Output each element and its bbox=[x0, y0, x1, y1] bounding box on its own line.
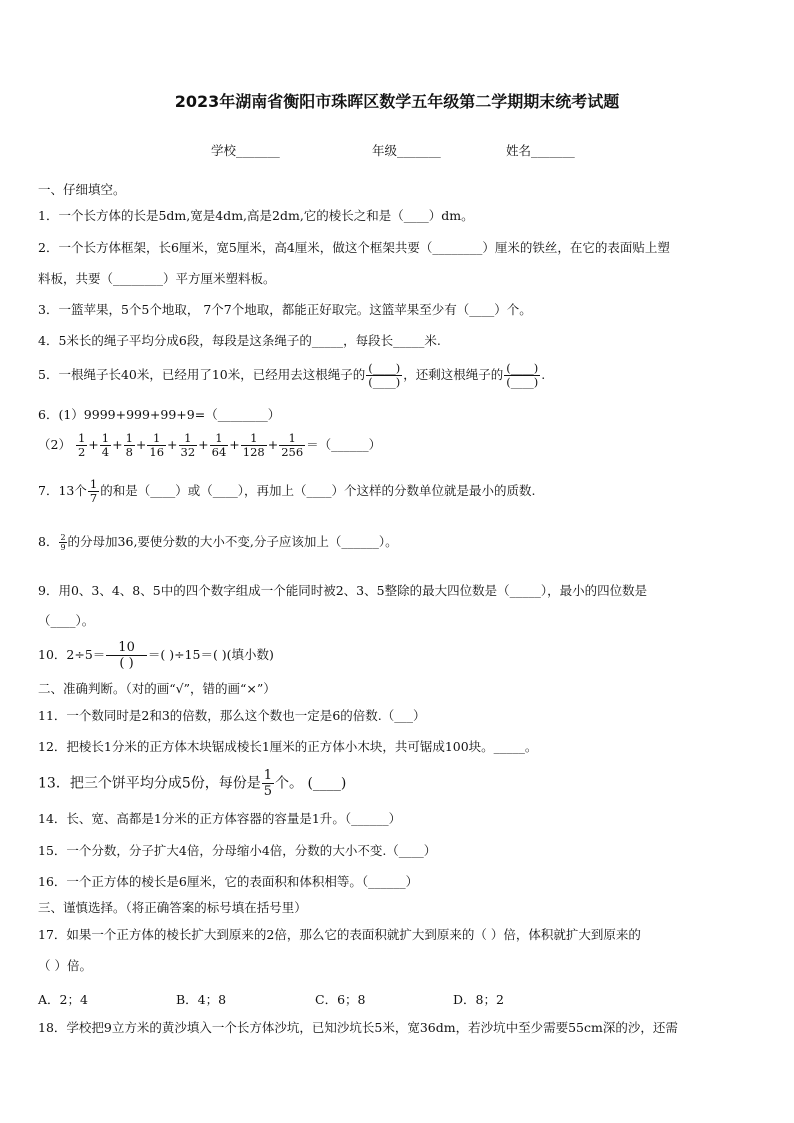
fraction-numerator: 1 bbox=[147, 432, 166, 446]
sum-term-7 bbox=[241, 432, 267, 459]
option-c: C．6；8 bbox=[315, 992, 366, 1007]
fraction-denominator: 256 bbox=[281, 445, 304, 459]
fraction-numerator: (____) bbox=[368, 361, 401, 375]
fraction-denominator: 7 bbox=[89, 491, 98, 505]
fraction-denominator: (____) bbox=[368, 375, 401, 389]
fraction-numerator: 1 bbox=[89, 477, 98, 491]
fraction-denominator: ( ) bbox=[119, 656, 134, 671]
fraction-numerator: 1 bbox=[101, 431, 110, 445]
question-6-part-2-end: ＝（______） bbox=[306, 437, 382, 452]
question-8 bbox=[38, 533, 398, 552]
question-13 bbox=[38, 768, 346, 799]
option-b: B．4；8 bbox=[176, 992, 227, 1007]
school-field bbox=[211, 141, 280, 159]
fraction-denominator: 2 bbox=[77, 445, 86, 459]
question-3: 3．一篮苹果，5个5个地取， 7个7个地取，都能正好取完。这篮苹果至少有（____）个。 bbox=[38, 302, 532, 317]
question-10-fraction bbox=[106, 640, 147, 671]
school-blank: _______ bbox=[236, 143, 280, 158]
question-17-line-2: （ ）倍。 bbox=[38, 958, 92, 973]
sum-term-8 bbox=[279, 432, 305, 459]
question-5-fraction-2 bbox=[504, 362, 540, 389]
fraction-numerator: 1 bbox=[210, 432, 229, 446]
question-5-fraction-1 bbox=[366, 362, 402, 389]
grade-label: 年级 bbox=[372, 143, 398, 158]
question-10-text-a: 10．2÷5＝ bbox=[38, 647, 106, 662]
fraction-denominator: 64 bbox=[211, 445, 227, 459]
fraction-numerator: (____) bbox=[506, 361, 539, 375]
fraction-denominator: 32 bbox=[180, 445, 196, 459]
question-9-line-2: （____）。 bbox=[38, 613, 95, 628]
section-2-heading: 二、准确判断。（对的画“√”，错的画“×”） bbox=[38, 681, 276, 696]
question-7-fraction bbox=[88, 478, 99, 505]
question-2-line-2: 料板，共要（________）平方厘米塑料板。 bbox=[38, 271, 276, 286]
question-6-part-2: （2） $\frac{1}{2}$ + $\frac{1}{4}$ + $\frac{1}{8}$ + $\frac{1}{16}$ + $\frac{1}{32}$ + $\frac{1}{64}$ + $\frac{1}{128}$ + $\frac{1}{256}$ ＝（______） bbox=[38, 431, 382, 459]
school-label: 学校 bbox=[211, 143, 237, 158]
fraction-denominator: 9 bbox=[60, 543, 66, 552]
sum-term-4 bbox=[147, 432, 166, 459]
question-4: 4．5米长的绳子平均分成6段，每段是这条绳子的_____，每段长_____米. bbox=[38, 333, 441, 348]
fraction-denominator: 5 bbox=[263, 784, 273, 799]
question-8-text: 的分母加36,要使分数的大小不变,分子应该加上（______）。 bbox=[67, 534, 398, 549]
question-11: 11．一个数同时是2和3的倍数，那么这个数也一定是6的倍数.（___） bbox=[38, 708, 426, 723]
question-8-number: 8． bbox=[38, 534, 59, 549]
question-10-text-b: ＝( )÷15＝( )(填小数) bbox=[147, 647, 274, 662]
question-7-text-a: 7．13个 bbox=[38, 483, 87, 498]
fraction-numerator: 1 bbox=[125, 431, 133, 445]
sum-term-2 bbox=[100, 432, 111, 459]
name-field bbox=[506, 141, 575, 159]
question-17-line-1: 17．如果一个正方体的棱长扩大到原来的2倍，那么它的表面积就扩大到原来的（ ）倍，体积就扩大到原来的 bbox=[38, 927, 641, 942]
question-14: 14．长、宽、高都是1分米的正方体容器的容量是1升。（______） bbox=[38, 811, 402, 826]
question-16: 16．一个正方体的棱长是6厘米，它的表面积和体积相等。（______） bbox=[38, 874, 419, 889]
question-13-text-b: 个。 (____) bbox=[275, 775, 347, 792]
grade-blank: _______ bbox=[397, 143, 441, 158]
fraction-numerator: 10 bbox=[106, 640, 147, 656]
fraction-numerator: 2 bbox=[60, 533, 66, 542]
name-blank: _______ bbox=[531, 143, 575, 158]
question-15: 15．一个分数，分子扩大4倍，分母缩小4倍，分数的大小不变.（____） bbox=[38, 843, 437, 858]
question-7 bbox=[38, 478, 535, 505]
question-18-line-1: 18．学校把9立方米的黄沙填入一个长方体沙坑，已知沙坑长5米，宽36dm，若沙坑中至少需要55cm深的沙，还需 bbox=[38, 1020, 678, 1035]
fraction-numerator: 1 bbox=[279, 432, 305, 446]
sum-term-6 bbox=[210, 432, 229, 459]
fraction-numerator: 1 bbox=[241, 432, 267, 446]
name-label: 姓名 bbox=[506, 143, 532, 158]
sum-term-1 bbox=[76, 432, 87, 459]
question-13-fraction bbox=[262, 768, 274, 799]
sum-term-5 bbox=[179, 432, 198, 459]
question-6-part-2-label: （2） bbox=[38, 437, 71, 452]
question-9-line-1: 9．用0、3、4、8、5中的四个数字组成一个能同时被2、3、5整除的最大四位数是（_____），最小的四位数是 bbox=[38, 583, 648, 598]
fraction-numerator: 1 bbox=[179, 432, 198, 446]
question-10 bbox=[38, 640, 274, 671]
question-7-text-b: 的和是（____）或（____），再加上（____）个这样的分数单位就是最小的质数. bbox=[100, 483, 536, 498]
question-1: 1．一个长方体的长是5dm,宽是4dm,高是2dm,它的棱长之和是（____）dm。 bbox=[38, 208, 474, 223]
question-8-fraction bbox=[59, 533, 66, 552]
fraction-numerator: 1 bbox=[77, 431, 86, 445]
question-2-line-1: 2．一个长方体框架，长6厘米，宽5厘米，高4厘米，做这个框架共要（________）厘米的铁丝，在它的表面贴上塑 bbox=[38, 240, 670, 255]
fraction-denominator: 16 bbox=[149, 445, 165, 459]
fraction-numerator: 1 bbox=[263, 768, 273, 783]
option-a: A．2；4 bbox=[38, 992, 88, 1007]
fraction-denominator: 4 bbox=[101, 445, 110, 459]
fraction-denominator: 128 bbox=[242, 445, 265, 459]
option-d: D．8；2 bbox=[453, 992, 504, 1007]
page-title: 2023年湖南省衡阳市珠晖区数学五年级第二学期期末统考试题 bbox=[174, 92, 620, 111]
question-5 bbox=[38, 362, 545, 389]
question-5-text-c: . bbox=[541, 367, 546, 382]
question-12: 12．把棱长1分米的正方体木块锯成棱长1厘米的正方体小木块，共可锯成100块。_____。 bbox=[38, 739, 538, 754]
section-1-heading: 一、仔细填空。 bbox=[38, 182, 126, 197]
question-5-text-b: ，还剩这根绳子的 bbox=[403, 367, 504, 382]
grade-field bbox=[372, 141, 441, 159]
question-6-part-1: 6．(1）9999+999+99+9=（________） bbox=[38, 407, 281, 422]
sum-term-3 bbox=[124, 432, 135, 459]
section-3-heading: 三、谨慎选择。（将正确答案的标号填在括号里） bbox=[38, 900, 307, 915]
question-5-text-a: 5．一根绳子长40米，已经用了10米，已经用去这根绳子的 bbox=[38, 367, 366, 382]
question-13-text-a: 13．把三个饼平均分成5份，每份是 bbox=[38, 775, 261, 792]
fraction-denominator: (____) bbox=[506, 375, 539, 389]
fraction-denominator: 8 bbox=[125, 445, 133, 459]
